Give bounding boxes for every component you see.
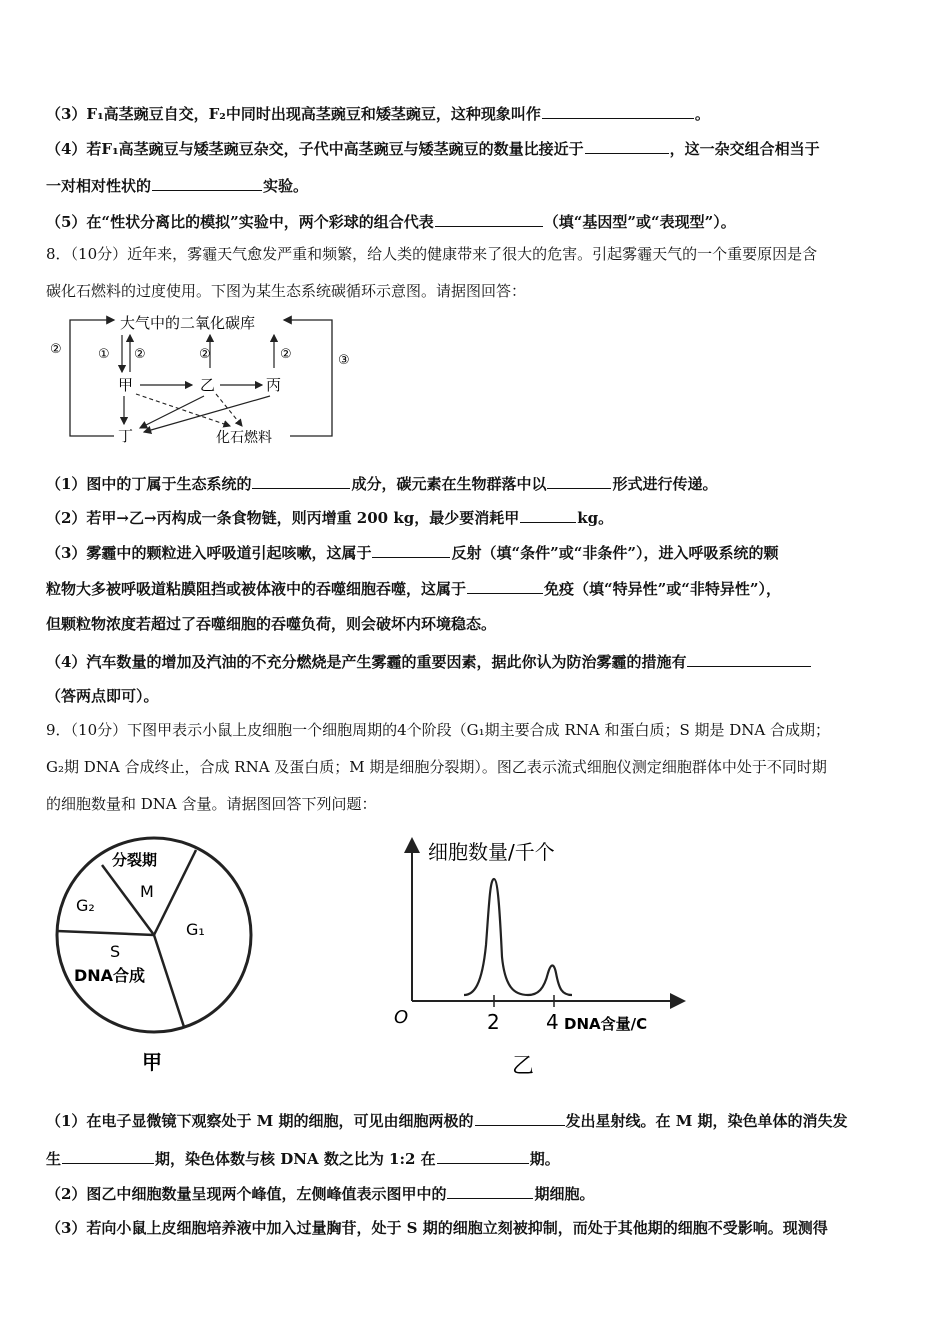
answer-blank[interactable] [520, 506, 576, 523]
cell-cycle-pie-chart [50, 835, 260, 1085]
text: （1）图中的丁属于生态系统的 [46, 475, 252, 493]
answer-blank[interactable] [585, 137, 669, 154]
pie-label-g2: G₂ [76, 896, 95, 915]
text: kg。 [577, 509, 614, 527]
text: （2）若甲→乙→丙构成一条食物链，则丙增重 200 kg，最少要消耗甲 [46, 509, 520, 527]
arrow-label-1: ① [98, 347, 110, 362]
q8-part3-line3: 但颗粒物浓度若超过了吞噬细胞的吞噬负荷，则会破坏内环境稳态。 [46, 615, 497, 633]
q8-part3-line1 [46, 541, 778, 563]
answer-blank[interactable] [467, 577, 543, 594]
pie-label-g1: G₁ [186, 920, 205, 939]
q7-part3 [46, 102, 710, 124]
node-bing: 丙 [266, 376, 282, 394]
text: 发出星射线。在 M 期，染色单体的消失发 [565, 1112, 848, 1130]
q7-part4-line1 [46, 137, 820, 159]
text: （3）F₁高茎豌豆自交，F₂中同时出现高茎豌豆和矮茎豌豆，这种现象叫作 [46, 105, 541, 123]
node-ding: 丁 [118, 427, 134, 445]
text: 形式进行传递。 [612, 475, 718, 493]
text: （2）图乙中细胞数量呈现两个峰值，左侧峰值表示图甲中的 [46, 1185, 447, 1203]
q8-part2 [46, 506, 613, 528]
q9-intro-line2: G₂期 DNA 合成终止，合成 RNA 及蛋白质；M 期是细胞分裂期）。图乙表示流式细胞仪测定细胞群体中处于不同时期 [46, 758, 827, 776]
node-yi: 乙 [200, 376, 216, 394]
graph-tick-2: 2 [487, 1010, 500, 1034]
q9-part2 [46, 1182, 594, 1204]
pie-label-s: S [110, 942, 121, 961]
q8-intro-line2: 碳化石燃料的过度使用。下图为某生态系统碳循环示意图。请据图回答： [46, 282, 527, 300]
dna-content-graph [388, 835, 708, 1085]
graph-caption: 乙 [512, 1054, 535, 1079]
text: 成分，碳元素在生物群落中以 [351, 475, 547, 493]
text: 生 [46, 1150, 62, 1168]
carbon-cycle-diagram [44, 308, 364, 448]
graph-x-label: DNA含量/C [564, 1015, 648, 1033]
arrow-label-2c: ② [199, 347, 211, 362]
arrow-label-3: ③ [338, 353, 350, 368]
text: 免疫（填“特异性”或“非特异性”）， [544, 580, 782, 598]
q9-part1-line1 [46, 1109, 848, 1131]
answer-blank[interactable] [252, 472, 350, 489]
graph-tick-4: 4 [546, 1010, 559, 1034]
q8-intro-line1: 8．（10分）近年来，雾霾天气愈发严重和频繁，给人类的健康带来了很大的危害。引起雾霾天气的一个重要原因是含 [46, 245, 818, 263]
q9-part1-line2 [46, 1147, 560, 1169]
q9-part3-line1: （3）若向小鼠上皮细胞培养液中加入过量胸苷，处于 S 期的细胞立刻被抑制，而处于其他期的细胞不受影响。现测得 [46, 1219, 828, 1237]
text: （3）雾霾中的颗粒进入呼吸道引起咳嗽，这属于 [46, 544, 372, 562]
text: 反射（填“条件”或“非条件”），进入呼吸系统的颗 [451, 544, 779, 562]
text: 期细胞。 [534, 1185, 595, 1203]
node-jia: 甲 [118, 376, 134, 394]
text: 期，染色体数与核 DNA 数之比为 1:2 在 [155, 1150, 436, 1168]
q8-part4-line2: （答两点即可）。 [46, 687, 159, 705]
q7-part5 [46, 210, 736, 232]
text: （4）若F₁高茎豌豆与矮茎豌豆杂交，子代中高茎豌豆与矮茎豌豆的数量比接近于 [46, 140, 584, 158]
answer-blank[interactable] [447, 1182, 533, 1199]
q7-part4-line2 [46, 174, 308, 196]
answer-blank[interactable] [475, 1109, 565, 1126]
answer-blank[interactable] [542, 102, 694, 119]
q8-part4-line1 [46, 650, 812, 672]
q9-intro-line3: 的细胞数量和 DNA 含量。请据图回答下列问题： [46, 795, 377, 813]
pie-label-dna: DNA合成 [74, 966, 146, 985]
pie-label-m: M [140, 882, 154, 901]
q9-intro-line1: 9．（10分）下图甲表示小鼠上皮细胞一个细胞周期的4个阶段（G₁期主要合成 RNA 和蛋白质；S 期是 DNA 合成期； [46, 721, 831, 739]
arrow-label-2b: ② [134, 347, 146, 362]
text: 。 [694, 105, 710, 123]
text: 粒物大多被呼吸道粘膜阻挡或被体液中的吞噬细胞吞噬，这属于 [46, 580, 467, 598]
answer-blank[interactable] [547, 472, 611, 489]
co2-pool-label: 大气中的二氧化碳库 [120, 314, 256, 332]
text: （填“基因型”或“表现型”）。 [543, 213, 736, 231]
graph-origin: O [394, 1007, 409, 1028]
graph-y-label: 细胞数量/千个 [428, 840, 555, 864]
text: 实验。 [263, 177, 309, 195]
text: ，这一杂交组合相当于 [669, 140, 820, 158]
q8-part1 [46, 472, 717, 494]
pie-caption: 甲 [142, 1050, 162, 1074]
text: 一对相对性状的 [46, 177, 152, 195]
node-fossil: 化石燃料 [216, 430, 272, 446]
distribution-curve [464, 879, 572, 995]
answer-blank[interactable] [152, 174, 262, 191]
text: （1）在电子显微镜下观察处于 M 期的细胞，可见由细胞两极的 [46, 1112, 474, 1130]
arrow-label-2d: ② [280, 347, 292, 362]
q8-part3-line2 [46, 577, 781, 599]
answer-blank[interactable] [437, 1147, 529, 1164]
answer-blank[interactable] [62, 1147, 154, 1164]
pie-label-fenlie: 分裂期 [112, 851, 158, 869]
text: （4）汽车数量的增加及汽油的不充分燃烧是产生雾霾的重要因素，据此你认为防治雾霾的措施有 [46, 653, 687, 671]
answer-blank[interactable] [435, 210, 543, 227]
text: （5）在“性状分离比的模拟”实验中，两个彩球的组合代表 [46, 213, 434, 231]
answer-blank[interactable] [372, 541, 450, 558]
arrow-label-2: ② [50, 342, 62, 357]
text: 期。 [529, 1150, 560, 1168]
answer-blank[interactable] [687, 650, 811, 667]
